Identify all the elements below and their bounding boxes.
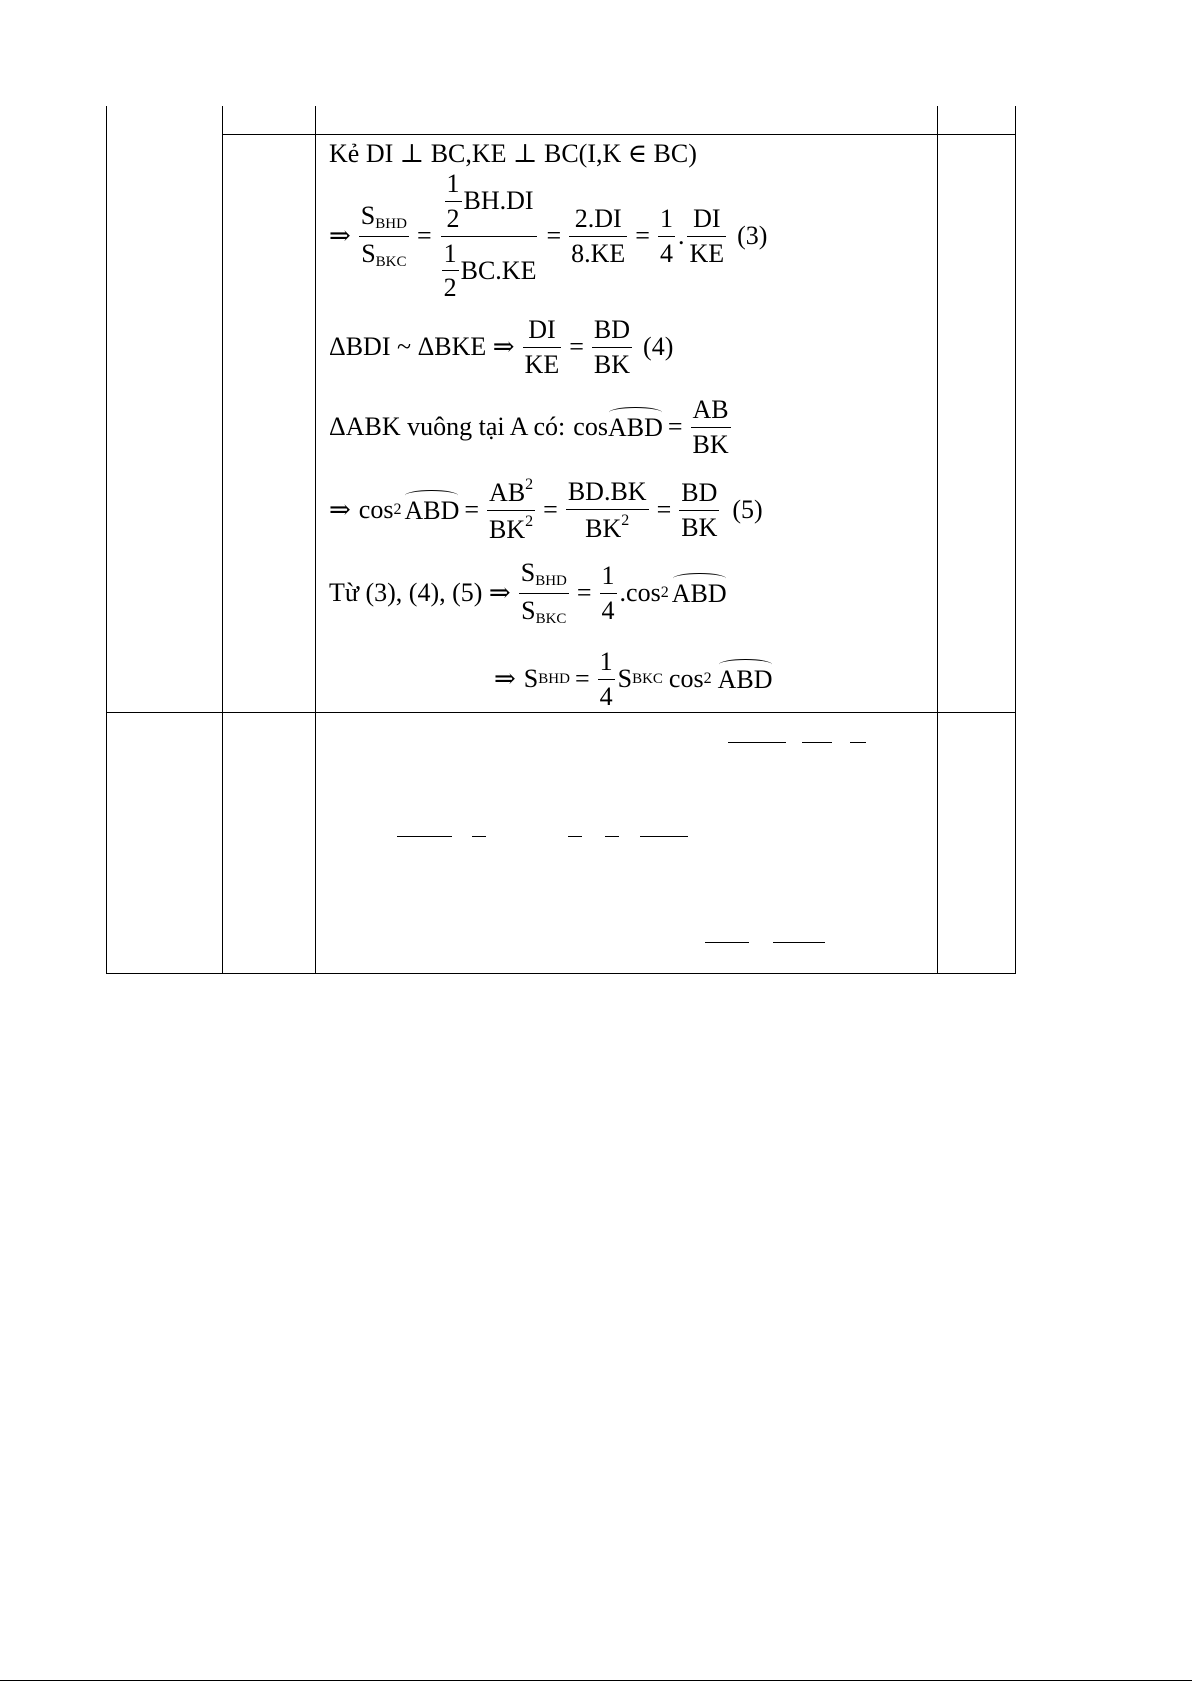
construction-text: Kẻ DI ⊥ BC,KE ⊥ BC(I,K ∈ BC) bbox=[329, 139, 697, 168]
table-column-divider bbox=[937, 106, 938, 974]
fraction-bar-fragment bbox=[397, 836, 452, 837]
conclusion-equation: ⇒ S BHD = $\frac{1}{4}$ S BKC cos 2 ABD bbox=[494, 646, 773, 711]
table-border-right bbox=[1015, 106, 1016, 974]
equation-tag: (5) bbox=[732, 495, 763, 524]
angle-hat: ABD bbox=[607, 413, 663, 442]
similarity-equation: ΔBDI ~ ΔBKE ⇒ $\frac{DI}{KE}$ = $\frac{BD}{BK}$ (4) bbox=[329, 314, 674, 379]
fraction: $\frac{AB^2}{BK^2}$ bbox=[489, 475, 534, 544]
fraction: $\frac{2.DI}{8.KE}$ bbox=[571, 203, 626, 268]
table-border-bottom bbox=[106, 973, 1016, 974]
table-column-divider bbox=[222, 106, 223, 974]
table-border-left bbox=[106, 106, 107, 974]
page-bottom-rule bbox=[0, 1680, 1192, 1681]
fraction: $\frac{DI}{KE}$ bbox=[689, 203, 725, 268]
fraction-bar-fragment bbox=[472, 836, 486, 837]
fraction-bar-fragment bbox=[802, 742, 832, 743]
fraction-bar-fragment bbox=[728, 742, 786, 743]
fraction: $\frac{1}{4}$ bbox=[601, 560, 615, 625]
fraction: $\frac{1}{4}$ bbox=[659, 203, 673, 268]
fraction-bar-fragment bbox=[568, 836, 582, 837]
fraction-bar-fragment bbox=[640, 836, 688, 837]
angle-hat: ABD bbox=[717, 665, 773, 694]
fraction-bar-fragment bbox=[850, 742, 866, 743]
table-row-divider bbox=[106, 712, 1016, 713]
equation-tag: (4) bbox=[643, 332, 674, 361]
fraction-bar-fragment bbox=[705, 942, 749, 943]
fraction: $\frac{BD}{BK}$ bbox=[593, 314, 631, 379]
angle-hat: ABD bbox=[671, 579, 727, 608]
table-column-divider bbox=[315, 106, 316, 974]
fraction: $\frac{1}{4}$ bbox=[599, 646, 613, 711]
area-ratio-fraction: $\frac{S_{BHD}}{S_{BKC}}$ bbox=[360, 201, 407, 270]
table-row-divider bbox=[222, 134, 315, 135]
area-ratio-equation: ⇒ $\frac{S_{BHD}}{S_{BKC}}$ = $\frac{1}{2}$ BH.DI $\frac{1}{2}$ BC.KE = $\frac{2.DI}{8.KE}$ = $\frac{1}{4}$ . $\frac{DI}{KE}$ (3) bbox=[329, 168, 768, 303]
cosine-definition: ΔABK vuông tại A có: cos ABD = $\frac{AB}{BK}$ bbox=[329, 394, 729, 459]
construction-line bbox=[329, 141, 697, 167]
angle-hat: ABD bbox=[404, 496, 460, 525]
fraction: $\frac{BD}{BK}$ bbox=[681, 477, 718, 542]
area-ratio-fraction: $\frac{S_{BHD}}{S_{BKC}}$ bbox=[520, 558, 567, 627]
fraction-bar-fragment bbox=[605, 836, 619, 837]
equation-tag: (3) bbox=[737, 221, 768, 250]
fraction-bar-fragment bbox=[773, 942, 825, 943]
fraction: $\frac{AB}{BK}$ bbox=[692, 394, 729, 459]
fraction: $\frac{BD.BK}{BK^2}$ bbox=[567, 476, 647, 543]
fraction: $\frac{DI}{KE}$ bbox=[524, 314, 560, 379]
implies-symbol: ⇒ bbox=[329, 221, 351, 250]
combined-ratio-equation: Từ (3), (4), (5) ⇒ $\frac{S_{BHD}}{S_{BKC}}$ = $\frac{1}{4}$ .cos 2 ABD bbox=[329, 558, 727, 627]
compound-fraction: $\frac{1}{2}$ BH.DI $\frac{1}{2}$ BC.KE bbox=[440, 169, 539, 304]
table-row-divider bbox=[315, 134, 1015, 135]
cosine-squared-equation: ⇒ cos 2 ABD = $\frac{AB^2}{BK^2}$ = $\frac{BD.BK}{BK^2}$ = $\frac{BD}{BK}$ (5) bbox=[329, 475, 763, 544]
